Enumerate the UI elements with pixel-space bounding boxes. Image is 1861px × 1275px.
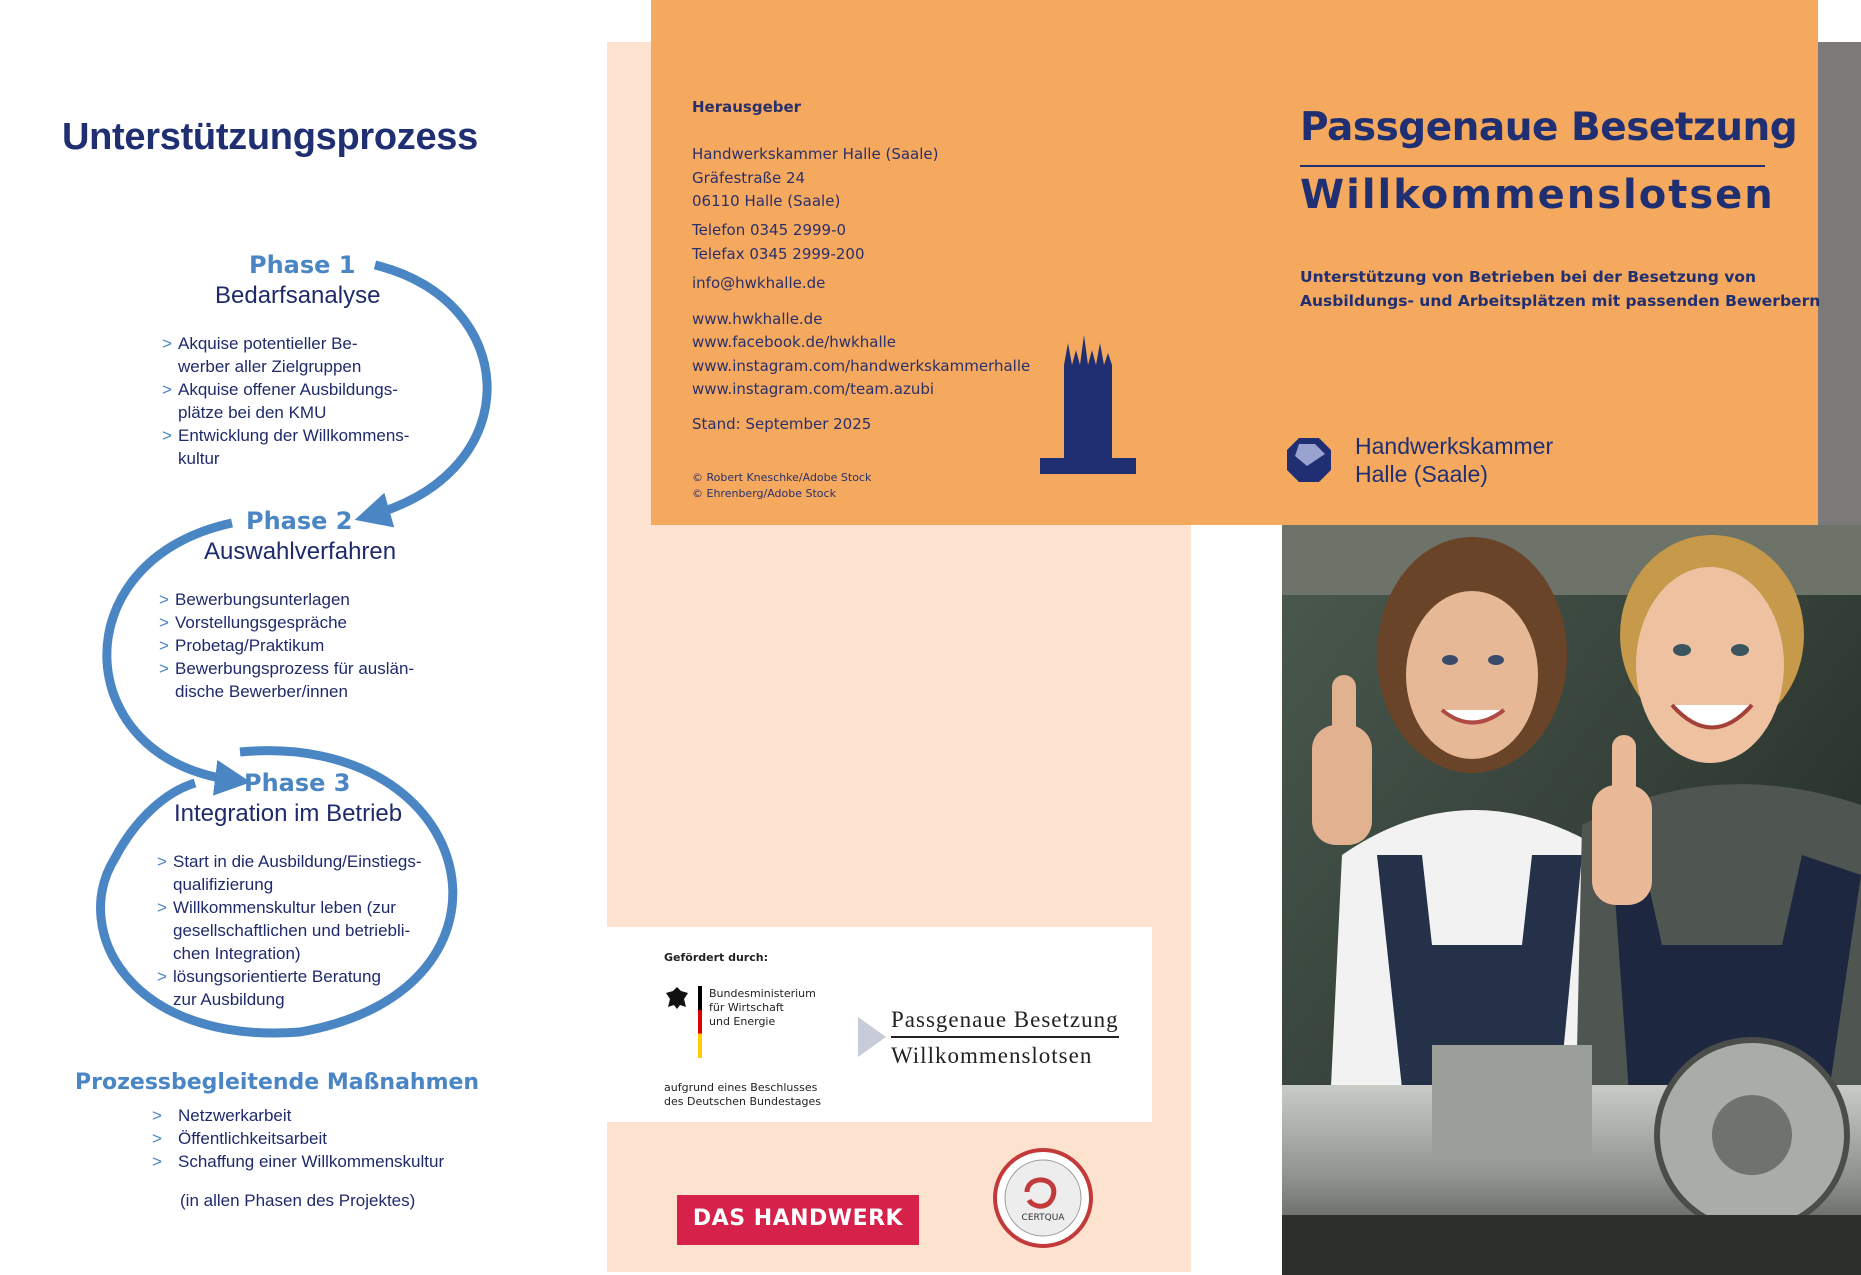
imprint-instagram-link[interactable]: www.instagram.com/handwerkskammerhalle [692, 357, 1031, 375]
imprint-web-link[interactable]: www.hwkhalle.de [692, 310, 823, 328]
phase2-list [159, 588, 414, 703]
funding-label: Gefördert durch: [664, 951, 768, 964]
org-line: Handwerkskammer [1355, 433, 1554, 459]
phase1-title: Phase 1 [249, 251, 356, 279]
list-item: > Bewerbungsunterlagen [159, 588, 414, 611]
list-item: > Vorstellungsgespräche [159, 611, 414, 634]
funding-note-line: des Deutschen Bundestages [664, 1095, 821, 1108]
imprint-email[interactable]: info@hwkhalle.de [692, 274, 826, 292]
credit-line: © Ehrenberg/Adobe Stock [692, 487, 836, 500]
process-title: Unterstützungsprozess [62, 116, 478, 158]
tagline-line: Unterstützung von Betrieben bei der Besetzung von [1300, 268, 1757, 286]
cover-title: Passgenaue Besetzung [1300, 105, 1798, 150]
das-handwerk-text: DAS HANDWERK [692, 1206, 904, 1231]
list-item: > Probetag/Praktikum [159, 634, 414, 657]
hwk-logo-icon [1285, 436, 1333, 484]
imprint-fax: Telefax 0345 2999-200 [692, 245, 865, 263]
measures-title: Prozessbegleitende Maßnahmen [75, 1070, 480, 1095]
list-item: > Öffentlichkeitsarbeit [152, 1127, 444, 1150]
ministry-line: für Wirtschaft [709, 1001, 784, 1014]
flag-stripe [698, 986, 702, 1058]
photo-credits [692, 470, 871, 502]
org-line: Halle (Saale) [1355, 461, 1488, 487]
phase2-subtitle: Auswahlverfahren [204, 538, 397, 565]
ministry-name [709, 987, 816, 1029]
cover-org-name [1355, 432, 1553, 488]
phase1-list [162, 332, 409, 470]
imprint-heading: Herausgeber [692, 98, 802, 116]
tower-icon [1040, 325, 1140, 475]
phase2-title: Phase 2 [246, 507, 353, 535]
cover-photo [1282, 525, 1861, 1275]
imprint-phone: Telefon 0345 2999-0 [692, 221, 847, 239]
program-logo-line1: Passgenaue Besetzung [891, 1007, 1119, 1032]
phase3-list [157, 850, 422, 1011]
cover-title-rule [1300, 165, 1765, 167]
tagline-line: Ausbildungs- und Arbeitsplätzen mit passenden Bewerbern [1300, 292, 1821, 310]
ministry-line: Bundesministerium [709, 987, 816, 1000]
funding-note [664, 1081, 821, 1109]
eagle-icon [664, 985, 690, 1011]
imprint-facebook-link[interactable]: www.facebook.de/hwkhalle [692, 333, 897, 351]
imprint-city: 06110 Halle (Saale) [692, 192, 841, 210]
play-arrow-icon [856, 1015, 888, 1059]
credit-line: © Robert Kneschke/Adobe Stock [692, 471, 872, 484]
phase3-title: Phase 3 [244, 769, 351, 797]
imprint-org: Handwerkskammer Halle (Saale) [692, 145, 939, 163]
measures-note: (in allen Phasen des Projektes) [180, 1191, 416, 1210]
funding-note-line: aufgrund eines Beschlusses [664, 1081, 818, 1094]
list-item: > Entwicklung der Willkommens- kultur [162, 424, 409, 470]
list-item: > Start in die Ausbildung/Einstiegs- qualifizierung [157, 850, 422, 896]
list-item: > lösungsorientierte Beratung zur Ausbildung [157, 965, 422, 1011]
list-item: > Netzwerkarbeit [152, 1104, 444, 1127]
phase1-subtitle: Bedarfsanalyse [215, 282, 381, 309]
list-item: > Willkommenskultur leben (zur gesellschaftlichen und betriebli- chen Integration) [157, 896, 422, 965]
list-item: > Bewerbungsprozess für auslän- dische Bewerber/innen [159, 657, 414, 703]
certqua-label: CERTQUA [1021, 1213, 1065, 1223]
cover-subtitle: Willkommenslotsen [1300, 172, 1775, 218]
imprint-stand: Stand: September 2025 [692, 415, 872, 433]
measures-list [152, 1104, 444, 1173]
ministry-line: und Energie [709, 1015, 776, 1028]
list-item: > Schaffung einer Willkommenskultur [152, 1150, 444, 1173]
program-logo-rule [891, 1036, 1119, 1038]
imprint-instagram-link[interactable]: www.instagram.com/team.azubi [692, 380, 935, 398]
certqua-seal [993, 1148, 1093, 1248]
phase3-subtitle: Integration im Betrieb [174, 800, 403, 827]
cover-tagline [1300, 265, 1820, 313]
apprentices-photo-illustration [1282, 525, 1861, 1275]
list-item: > Akquise offener Ausbildungs- plätze bei den KMU [162, 378, 409, 424]
imprint-street: Gräfestraße 24 [692, 169, 806, 187]
list-item: > Akquise potentieller Be- werber aller Zielgruppen [162, 332, 409, 378]
program-logo-line2: Willkommenslotsen [891, 1043, 1093, 1068]
